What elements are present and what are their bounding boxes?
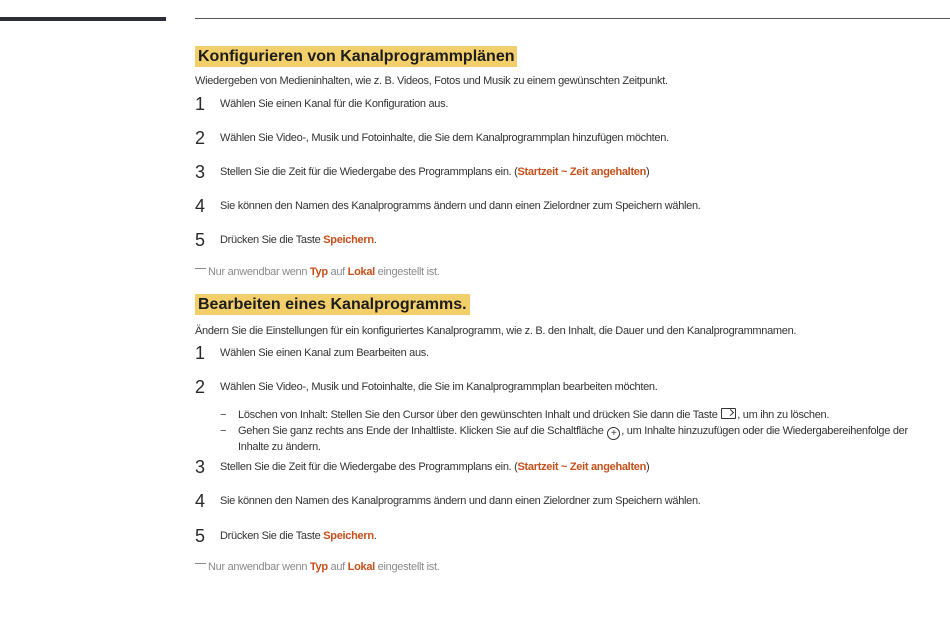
step-text: Wählen Sie einen Kanal für die Konfiguration aus. (220, 98, 449, 110)
bullet-dash: − (220, 409, 227, 421)
header-rule-right (195, 18, 950, 19)
keyword-start-time: Startzeit (517, 166, 559, 178)
section-title-edit: Bearbeiten eines Kanalprogramms. (195, 294, 470, 315)
step-number: 4 (195, 196, 206, 216)
enter-key-icon (721, 408, 736, 419)
step-number: 5 (195, 526, 206, 546)
keyword-stop-time: Zeit angehalten (569, 461, 647, 473)
keyword-save: Speichern (323, 530, 374, 542)
section-intro-configure: Wiedergeben von Medieninhalten, wie z. B. Videos, Fotos und Musik zu einem gewünschten Zeitpunkt. (195, 75, 668, 87)
header-rule-left (0, 17, 166, 21)
step-number: 1 (195, 343, 206, 363)
step-text: Wählen Sie Video-, Musik und Fotoinhalte, die Sie im Kanalprogrammplan bearbeiten möchten. (220, 381, 658, 393)
step-text: Drücken Sie die Taste Speichern. (220, 530, 377, 542)
step-text: Sie können den Namen des Kanalprogramms ändern und dann einen Zielordner zum Speichern wählen. (220, 495, 701, 507)
step-number: 4 (195, 491, 206, 511)
step-number: 2 (195, 377, 206, 397)
keyword-start-time: Startzeit (517, 461, 559, 473)
substep-text: Gehen Sie ganz rechts ans Ende der Inhaltliste. Klicken Sie auf die Schaltfläche + , um Inhalte hinzuzufügen oder die Wiedergabereihenfolge der Inhalte zu ändern. (238, 425, 908, 453)
substep-add-content (220, 424, 925, 454)
note-icon (195, 268, 206, 269)
step-number: 1 (195, 94, 206, 114)
keyword-local: Lokal (347, 266, 375, 278)
step-text: Sie können den Namen des Kanalprogramms ändern und dann einen Zielordner zum Speichern wählen. (220, 200, 701, 212)
keyword-local: Lokal (347, 561, 375, 573)
step-number: 3 (195, 457, 206, 477)
keyword-save: Speichern (323, 234, 374, 246)
section-intro-edit: Ändern Sie die Einstellungen für ein konfiguriertes Kanalprogramm, wie z. B. den Inhalt, die Dauer und den Kanalprogrammnamen. (195, 325, 797, 337)
substep-delete-content (220, 408, 925, 422)
step-number: 3 (195, 162, 206, 182)
substep-text: Löschen von Inhalt: Stellen Sie den Cursor über den gewünschten Inhalt und drücken Sie dann die Taste , um ihn zu löschen. (238, 409, 830, 421)
step-number: 2 (195, 128, 206, 148)
step-number: 5 (195, 230, 206, 250)
keyword-type: Typ (309, 266, 328, 278)
add-circle-icon: + (607, 427, 620, 440)
step-text: Wählen Sie Video-, Musik und Fotoinhalte, die Sie dem Kanalprogrammplan hinzufügen möchten. (220, 132, 669, 144)
section-title-configure: Konfigurieren von Kanalprogrammplänen (195, 46, 517, 67)
step-text: Wählen Sie einen Kanal zum Bearbeiten aus. (220, 347, 429, 359)
note-local-only: Nur anwendbar wenn Typ auf Lokal eingestellt ist. (195, 561, 440, 573)
note-local-only: Nur anwendbar wenn Typ auf Lokal eingestellt ist. (195, 266, 440, 278)
keyword-stop-time: Zeit angehalten (569, 166, 647, 178)
note-icon (195, 563, 206, 564)
step-text: Drücken Sie die Taste Speichern. (220, 234, 377, 246)
bullet-dash: − (220, 425, 227, 437)
keyword-type: Typ (309, 561, 328, 573)
step-text: Stellen Sie die Zeit für die Wiedergabe des Programmplans ein. (Startzeit ~ Zeit angehalten) (220, 461, 650, 473)
step-text: Stellen Sie die Zeit für die Wiedergabe des Programmplans ein. (Startzeit ~ Zeit angehalten) (220, 166, 650, 178)
